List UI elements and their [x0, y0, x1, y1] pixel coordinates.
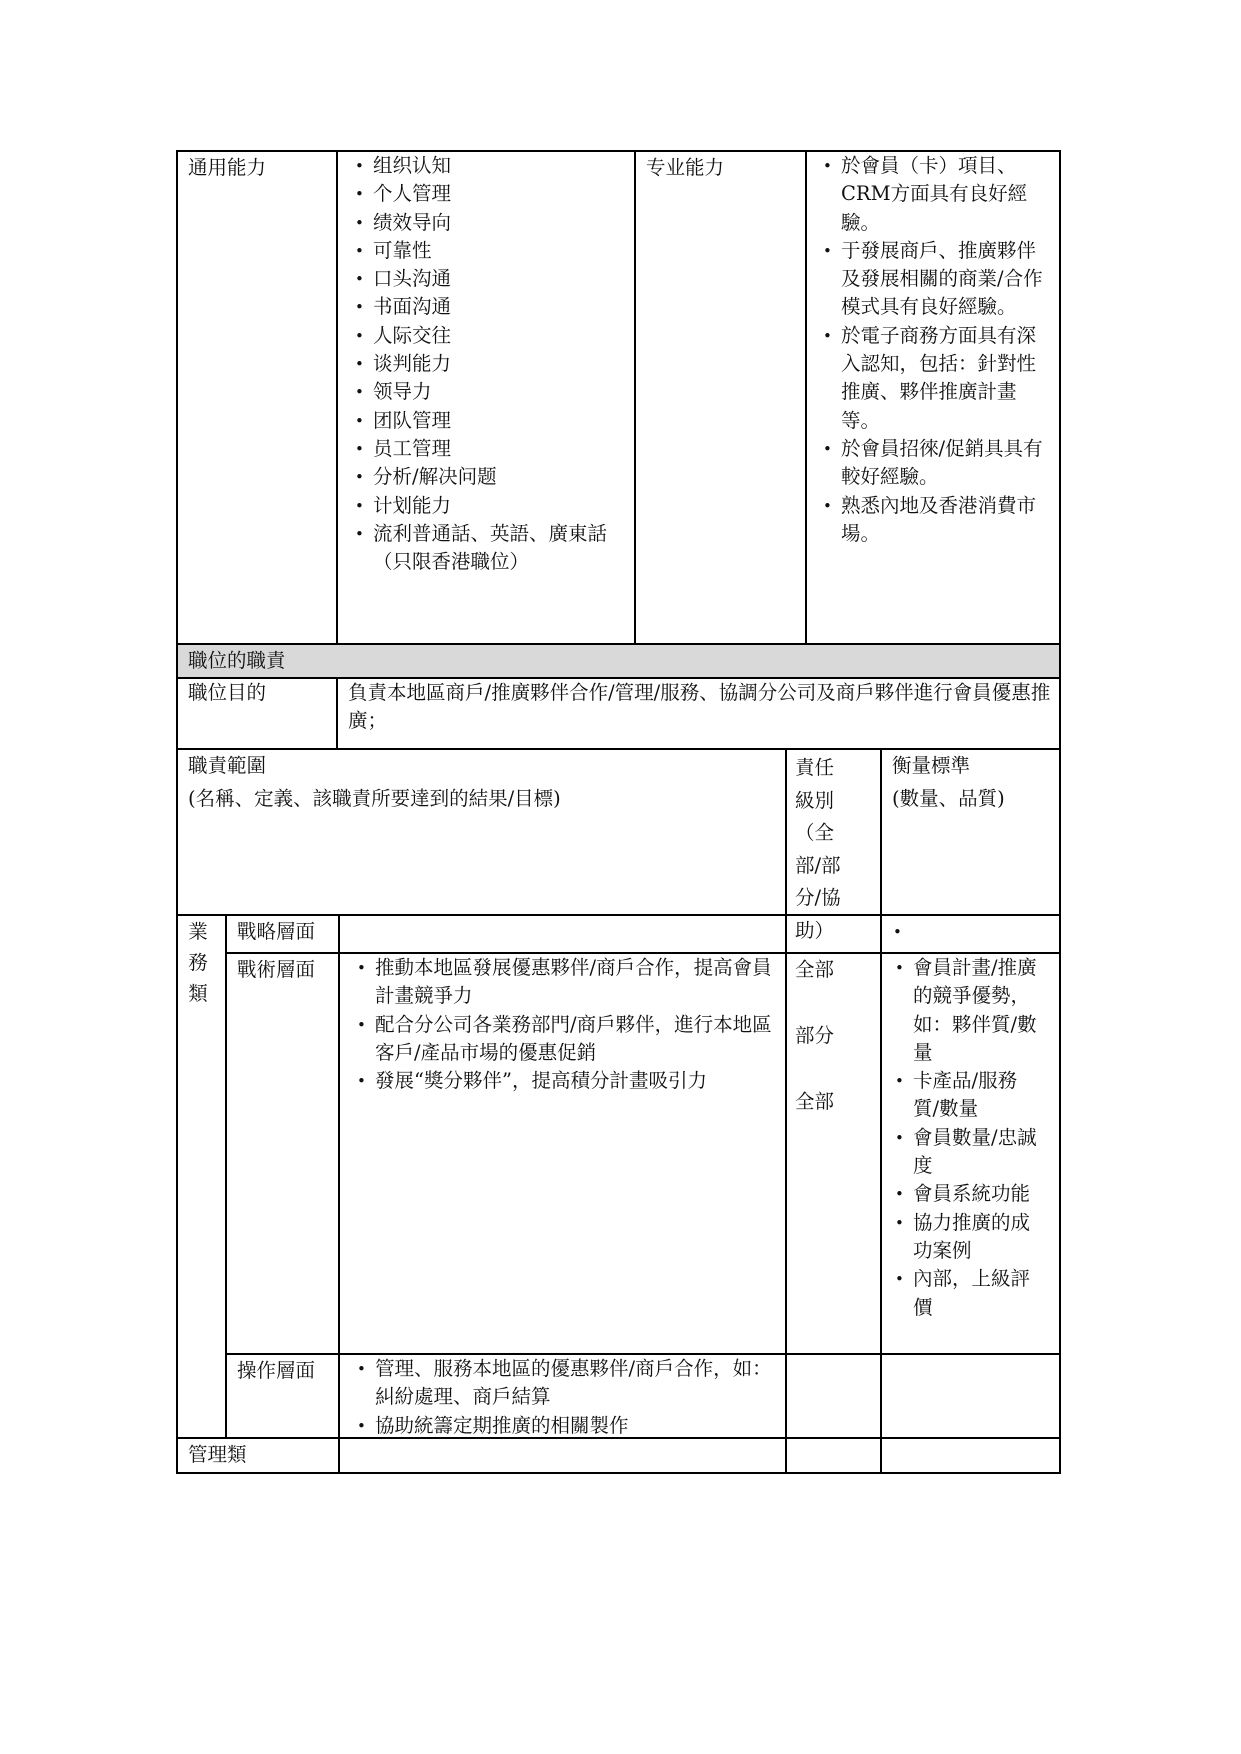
- general-competency-item: • 流利普通話、英語、廣東話（只限香港職位）: [352, 520, 622, 577]
- table-border: [225, 914, 227, 1438]
- general-competency-item: • 领导力: [352, 378, 622, 406]
- table-border: [176, 748, 1061, 750]
- general-competency-item: • 团队管理: [352, 407, 622, 435]
- table-border: [634, 150, 636, 644]
- tactical-level-2: 部分: [795, 1024, 835, 1047]
- measure-subheader: (數量、品質): [892, 787, 1005, 810]
- general-competency-label: 通用能力: [188, 156, 267, 179]
- general-competency-item: • 员工管理: [352, 435, 622, 463]
- table-border: [785, 748, 787, 1474]
- table-border: [336, 150, 338, 644]
- table-border: [176, 1472, 1061, 1474]
- professional-competency-item: • 於電子商務方面具有深入認知，包括：針對性推廣、夥伴推廣計畫等。: [820, 322, 1052, 435]
- tactical-measure-item: • 卡產品/服務質/數量: [892, 1067, 1042, 1124]
- tactical-measures: [892, 954, 1042, 1322]
- section-title: 職位的職責: [188, 649, 286, 672]
- professional-competency-item: • 熟悉內地及香港消費市場。: [820, 492, 1052, 549]
- measure-header: 衡量標準: [892, 754, 971, 777]
- business-category-label: 業務類: [188, 920, 208, 1005]
- professional-competency-item: • 于發展商戶、推廣夥伴及發展相關的商業/合作模式具有良好經驗。: [820, 237, 1052, 322]
- general-competency-item: • 口头沟通: [352, 265, 622, 293]
- general-competency-item: • 组织认知: [352, 152, 622, 180]
- tactical-measure-item: • 內部，上級評價: [892, 1265, 1042, 1322]
- operational-duty-item: • 協助統籌定期推廣的相關製作: [354, 1412, 778, 1440]
- general-competency-item: • 分析/解决问题: [352, 463, 622, 491]
- table-border: [176, 914, 1061, 916]
- general-competency-item: • 绩效导向: [352, 209, 622, 237]
- scope-subtitle: (名稱、定義、該職責所要達到的結果/目標): [188, 787, 561, 810]
- tactical-duty-item: • 推動本地區發展優惠夥伴/商戶合作，提高會員計畫競爭力: [354, 954, 778, 1011]
- general-competency-item: • 可靠性: [352, 237, 622, 265]
- table-border: [176, 150, 178, 1474]
- operational-label: 操作層面: [237, 1359, 316, 1382]
- tactical-duties: [354, 954, 778, 1095]
- purpose-text: 負責本地區商戶/推廣夥伴合作/管理/服務、協調分公司及商戶夥伴進行會員優惠推廣；: [348, 681, 1051, 733]
- level-header: 責任級別（全部/部分/協助）: [795, 756, 841, 942]
- operational-duty-item: • 管理、服務本地區的優惠夥伴/商戶合作，如：糾紛處理、商戶結算: [354, 1355, 778, 1412]
- professional-competency-item: • 於會員招徠/促銷具具有較好經驗。: [820, 435, 1052, 492]
- tactical-measure-item: • 會員數量/忠誠度: [892, 1124, 1042, 1181]
- tactical-measure-item: • 會員計畫/推廣的競爭優勢，如：夥伴質/數量: [892, 954, 1042, 1067]
- tactical-duty-item: • 發展“獎分夥伴”，提高積分計畫吸引力: [354, 1067, 778, 1095]
- table-border: [338, 914, 340, 1474]
- management-label: 管理類: [188, 1443, 247, 1466]
- general-competency-item: • 谈判能力: [352, 350, 622, 378]
- tactical-duty-item: • 配合分公司各業務部門/商戶夥伴，進行本地區客戶/產品市場的優惠促銷: [354, 1011, 778, 1068]
- scope-title: 職責範圍: [188, 754, 267, 777]
- general-competency-item: • 书面沟通: [352, 293, 622, 321]
- table-border: [336, 677, 338, 749]
- strategic-label: 戰略層面: [237, 920, 316, 943]
- professional-competency-list: [820, 152, 1052, 548]
- tactical-level-1: 全部: [795, 958, 835, 981]
- general-competency-item: • 人际交往: [352, 322, 622, 350]
- table-border: [176, 643, 1061, 645]
- table-border: [1059, 150, 1061, 1474]
- table-border: [880, 748, 882, 1474]
- professional-competency-label: 专业能力: [646, 156, 725, 179]
- general-competency-item: • 计划能力: [352, 492, 622, 520]
- tactical-measure-item: • 協力推廣的成功案例: [892, 1209, 1042, 1266]
- general-competency-item: • 个人管理: [352, 180, 622, 208]
- tactical-label: 戰術層面: [237, 958, 316, 981]
- section-header-bg: [176, 644, 1060, 677]
- tactical-measure-item: • 會員系統功能: [892, 1180, 1042, 1208]
- table-border: [805, 150, 807, 644]
- general-competency-list: [352, 152, 622, 576]
- operational-duties: [354, 1355, 778, 1440]
- professional-competency-item: • 於會員（卡）項目、CRM方面具有良好經驗。: [820, 152, 1052, 237]
- purpose-label: 職位目的: [188, 681, 267, 704]
- tactical-level-3: 全部: [795, 1090, 835, 1113]
